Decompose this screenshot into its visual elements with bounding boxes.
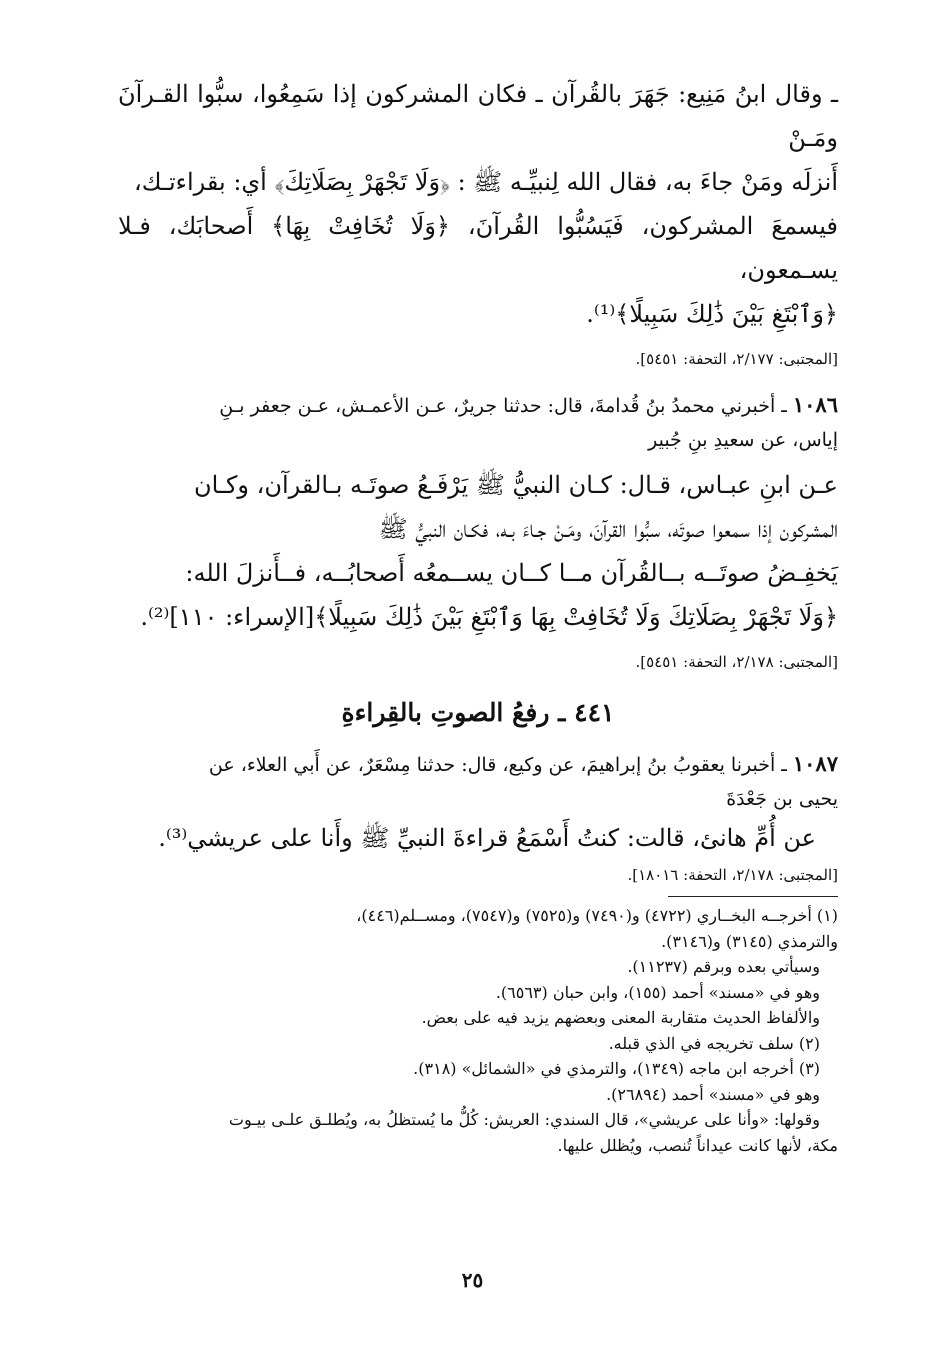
chapter-heading — [118, 691, 838, 735]
text-line: ﴿وَلَا تَجْهَرْ بِصَلَاتِكَ وَلَا تُخَافِتْ بِهَا وَٱبْتَغِ بَيْنَ ذَٰلِكَ سَبِيلًا﴾[الإسراء: ١١٠]⁽²⁾. — [140, 603, 838, 631]
text-line: أَنزلَه ومَنْ جاءَ به، فقال الله لِنبيِّـه ﷺ : ﴿وَلَا تَجْهَرْ بِصَلَاتِكَ﴾ أي: بقراءتـك، — [133, 168, 838, 196]
isnad-text: ـ أخبرني محمدُ بنُ قُدامةَ، قال: حدثنا جريرٌ، عـن الأعمـش، عـن جعفر بـنِ — [219, 395, 787, 417]
text-line: ﴿وَٱبْتَغِ بَيْنَ ذَٰلِكَ سَبِيلًا﴾⁽¹⁾. — [586, 300, 838, 328]
hadith-matn — [118, 463, 838, 639]
footnote-line: (١) أخرجــه البخــاري (٤٧٢٢) و(٧٤٩٠) و(٧٥٢٥) و(٧٥٤٧)، ومســلم(٤٤٦)، — [356, 906, 838, 925]
footnote-line: مكة، لأنها كانت عيداناً تُنصب، ويُظلل عليها. — [557, 1135, 838, 1155]
hadith-1086 — [118, 388, 838, 673]
text-line: ـ وقال ابنُ مَنِيع: جَهَرَ بالقُرآن ـ فكان المشركون إذا سَمِعُوا، سبُّوا القـرآنَ ومَـنْ — [118, 80, 838, 152]
text-line: عـن ابنِ عبـاس، قـال: كـان النبيُّ ﷺ يَرْفَـعُ صوتَـه بـالقرآن، وكـان — [194, 471, 838, 499]
footnote-line: وهو في «مسند» أحمد (٢٦٨٩٤). — [606, 1084, 820, 1104]
footnotes — [118, 903, 838, 1158]
hadith-number: ١٠٨٦ — [792, 392, 838, 417]
footnote-line: وهو في «مسند» أحمد (١٥٥)، وابن حبان (٦٥٦٣). — [495, 982, 820, 1002]
page-body — [118, 72, 838, 1158]
chapter-number: ٤٤١ — [574, 698, 615, 727]
footnote-line: وسيأتي بعده وبرقم (١١٢٣٧). — [627, 957, 820, 976]
page-number: ٢٥ — [461, 1268, 484, 1292]
reference-note: [المجتبى: ٢/١٧٨، التحفة: ١٨٠١٦]. — [627, 866, 838, 884]
footnote-divider — [668, 896, 838, 897]
text-line: فيسمعَ المشركون، فَيَسُبُّوا القُرآنَ، ﴿وَلَا تُخَافِتْ بِهَا﴾ أَصحابَك، فـلا يسـمعون، — [118, 212, 838, 284]
isnad-text: ـ أخبرنا يعقوبُ بنُ إبراهيمَ، عن وكيع، قال: حدثنا مِسْعَرٌ، عن أَبي العلاء، عن — [208, 754, 787, 776]
footnote-line: (٣) أخرجه ابن ماجه (١٣٤٩)، والترمذي في «الشمائل» (٣١٨). — [413, 1059, 820, 1078]
text-line: يَخفِـضُ صوتَــه بــالقُرآن مــا كــان يســمعُه أَصحابُــه، فــأَنزلَ الله: — [185, 559, 838, 587]
hadith-matn: عن أُمِّ هانئ، قالت: كنتُ أَسْمَعُ قراءةَ النبيِّ ﷺ وأَنا على عريشي⁽³⁾. — [158, 824, 816, 852]
footnote-line: والألفاظ الحديث متقاربة المعنى وبعضهم يزيد فيه على بعض. — [421, 1008, 820, 1027]
isnad-text: إياس، عن سعيدِ بنِ جُبير — [648, 429, 838, 451]
hadith-1087 — [118, 747, 838, 886]
reference-note: [المجتبى: ٢/١٧٨، التحفة: ٥٤٥١]. — [635, 653, 838, 671]
chapter-title: ـ رفعُ الصوتِ بالقِراءةِ — [341, 698, 566, 727]
footnote-line: (٢) سلف تخريجه في الذي قبله. — [608, 1033, 820, 1053]
continuation-paragraph — [118, 72, 838, 336]
footnote-line: والترمذي (٣١٤٥) و(٣١٤٦). — [661, 931, 838, 951]
footnote-line: وقولها: «وأنا على عريشي»، قال السندي: العريش: كُلُّ ما يُستظلُ به، ويُطلـق علـى بيـوت — [228, 1110, 820, 1129]
hadith-isnad — [118, 388, 838, 423]
hadith-isnad — [118, 747, 838, 782]
reference-note: [المجتبى: ٢/١٧٧، التحفة: ٥٤٥١]. — [635, 350, 838, 368]
isnad-text: يحيى بن جَعْدَةَ — [726, 788, 838, 810]
hadith-number: ١٠٨٧ — [792, 751, 838, 776]
text-line: المشركون إذا سمعوا صوتَه، سبُّوا القرآنَ، ومَـنْ جـاءَ بـه، فكـان النبيُّ ﷺ — [378, 515, 838, 543]
